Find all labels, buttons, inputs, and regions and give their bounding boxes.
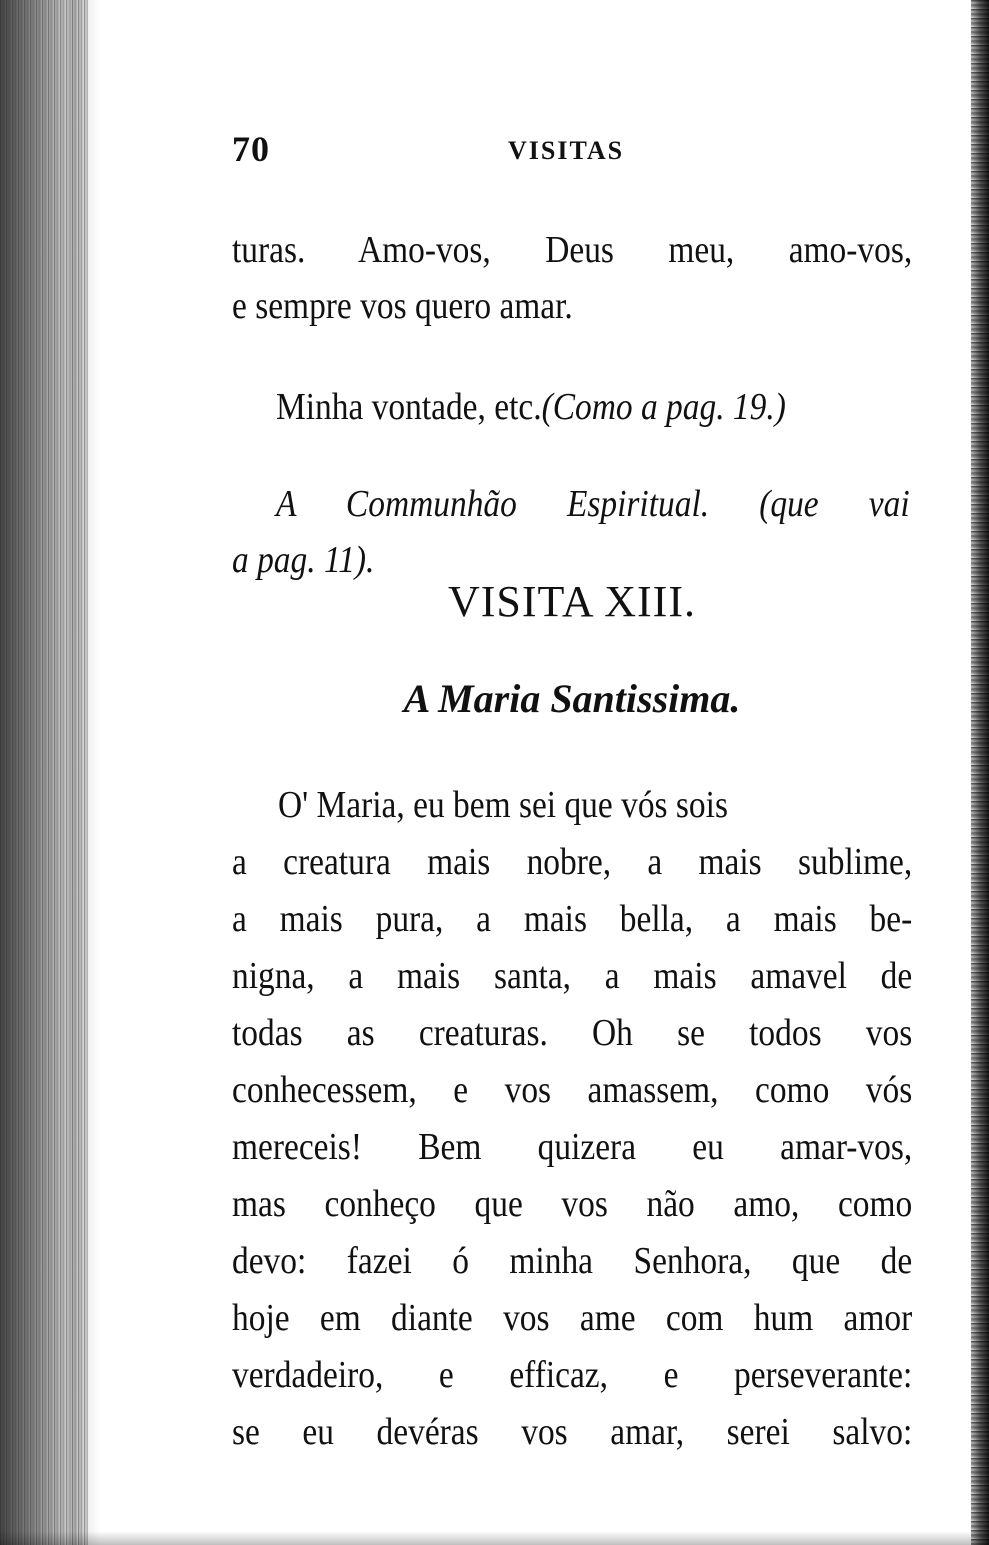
page-header: [232, 128, 912, 168]
text-line: conhecessem, e vos amassem, como vós: [232, 1069, 913, 1111]
rubric-text: A Communhão Espiritual.: [276, 483, 710, 525]
text-line: a creatura mais nobre, a mais sublime,: [232, 841, 913, 883]
page-edge-bottom: [0, 1531, 989, 1545]
text-line: todas as creaturas. Oh se todos vos: [232, 1012, 913, 1054]
page-number: 70: [232, 129, 270, 169]
text-line: mas conheço que vos não amo, como: [232, 1183, 913, 1225]
page-edge-right: [971, 0, 989, 1545]
text-line: e sempre vos quero amar.: [232, 285, 573, 327]
rubric-reference: (Como a pag. 19.): [541, 386, 786, 428]
running-head: VISITAS: [508, 136, 625, 165]
text-line: se eu devéras vos amar, serei salvo:: [232, 1411, 913, 1453]
gutter-shadow: [70, 0, 100, 1545]
rubric-line: [276, 476, 910, 532]
text-line: nigna, a mais santa, a mais amavel de: [232, 955, 913, 997]
book-page: [232, 128, 913, 1453]
visit-subtitle: A Maria Santissima.: [403, 676, 741, 721]
rubric-reference: (que vai: [759, 483, 910, 525]
text-line: hoje em diante vos ame com hum amor: [232, 1297, 913, 1339]
text-line: devo: fazei ó minha Senhora, que de: [232, 1240, 913, 1282]
rubric-text: Minha vontade, etc.: [276, 386, 542, 428]
text-line: O' Maria, eu bem sei que vós sois: [278, 784, 728, 826]
visit-title: VISITA XIII.: [448, 577, 696, 626]
text-line: verdadeiro, e efficaz, e perseverante:: [232, 1354, 913, 1396]
rubric-line: [276, 379, 956, 435]
text-line: mereceis! Bem quizera eu amar-vos,: [232, 1126, 913, 1168]
text-line: turas. Amo-vos, Deus meu, amo-vos,: [232, 229, 913, 271]
text-line: a mais pura, a mais bella, a mais be-: [232, 898, 913, 940]
rubric-line: a pag. 11).: [232, 539, 375, 581]
